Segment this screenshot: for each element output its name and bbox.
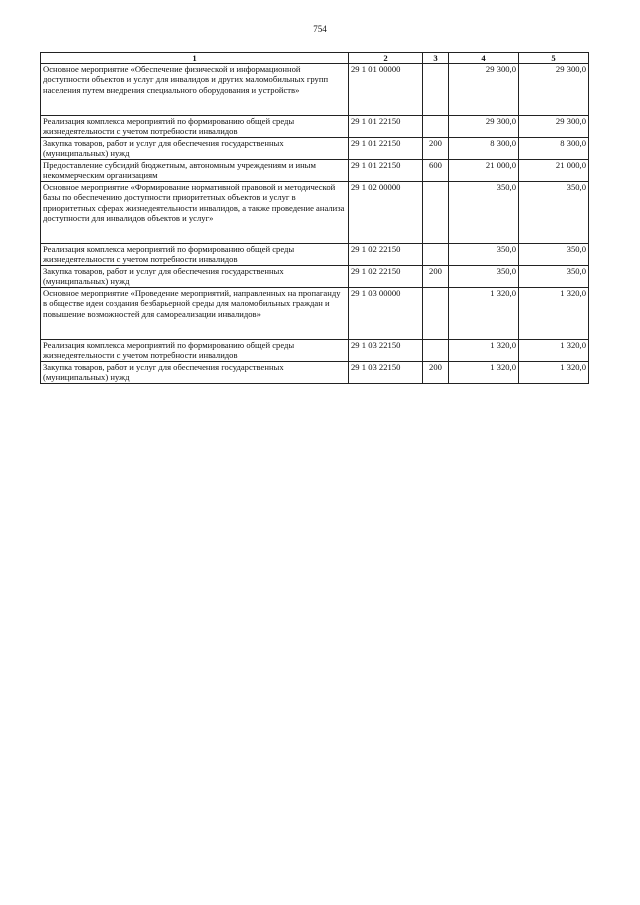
- page-number: 754: [313, 24, 327, 34]
- row-code-cell: 29 1 02 22150: [349, 244, 423, 266]
- row-amount-cell: 1 320,0: [449, 340, 519, 362]
- row-amount-cell: 1 320,0: [519, 340, 589, 362]
- row-expense-type-cell: [423, 116, 449, 138]
- row-name-cell: Реализация комплекса мероприятий по формированию общей среды жизнедеятельности с учетом потребности инвалидов: [41, 244, 349, 266]
- column-header-2: 2: [349, 53, 423, 64]
- budget-table: [40, 52, 589, 384]
- row-expense-type-cell: 200: [423, 362, 449, 384]
- row-amount-cell: 1 320,0: [519, 288, 589, 340]
- table-row: [41, 182, 589, 244]
- row-amount-cell: 8 300,0: [449, 138, 519, 160]
- table-row: [41, 340, 589, 362]
- row-amount-cell: 29 300,0: [519, 64, 589, 116]
- row-name-cell: Основное мероприятие «Проведение мероприятий, направленных на пропаганду в обществе идеи создания безбарьерной среды для маломобильных граждан и повышение возможностей для самореализации инвалидов»: [41, 288, 349, 340]
- row-amount-cell: 29 300,0: [449, 64, 519, 116]
- row-expense-type-cell: 200: [423, 138, 449, 160]
- row-expense-type-cell: [423, 64, 449, 116]
- row-amount-cell: 29 300,0: [519, 116, 589, 138]
- table-row: [41, 244, 589, 266]
- row-amount-cell: 29 300,0: [449, 116, 519, 138]
- table-row: [41, 266, 589, 288]
- table-row: [41, 362, 589, 384]
- row-amount-cell: 350,0: [519, 266, 589, 288]
- row-code-cell: 29 1 01 22150: [349, 138, 423, 160]
- table-header-row: [41, 53, 589, 64]
- column-header-4: 4: [449, 53, 519, 64]
- row-amount-cell: 350,0: [449, 182, 519, 244]
- row-name-cell: Основное мероприятие «Обеспечение физической и информационной доступности объектов и услуг для инвалидов и других маломобильных групп населения путем внедрения специального оборудования и устройств»: [41, 64, 349, 116]
- row-code-cell: 29 1 01 00000: [349, 64, 423, 116]
- row-name-cell: Закупка товаров, работ и услуг для обеспечения государственных (муниципальных) нужд: [41, 362, 349, 384]
- row-amount-cell: 1 320,0: [449, 288, 519, 340]
- table-row: [41, 288, 589, 340]
- row-name-cell: Реализация комплекса мероприятий по формированию общей среды жизнедеятельности с учетом потребности инвалидов: [41, 340, 349, 362]
- row-expense-type-cell: 200: [423, 266, 449, 288]
- row-expense-type-cell: [423, 244, 449, 266]
- row-code-cell: 29 1 03 00000: [349, 288, 423, 340]
- table-row: [41, 116, 589, 138]
- row-code-cell: 29 1 01 22150: [349, 160, 423, 182]
- row-name-cell: Закупка товаров, работ и услуг для обеспечения государственных (муниципальных) нужд: [41, 266, 349, 288]
- row-amount-cell: 350,0: [519, 244, 589, 266]
- row-name-cell: Закупка товаров, работ и услуг для обеспечения государственных (муниципальных) нужд: [41, 138, 349, 160]
- column-header-3: 3: [423, 53, 449, 64]
- row-amount-cell: 350,0: [449, 266, 519, 288]
- row-name-cell: Предоставление субсидий бюджетным, автономным учреждениям и иным некоммерческим организациям: [41, 160, 349, 182]
- column-header-1: 1: [41, 53, 349, 64]
- row-amount-cell: 350,0: [449, 244, 519, 266]
- row-name-cell: Реализация комплекса мероприятий по формированию общей среды жизнедеятельности с учетом потребности инвалидов: [41, 116, 349, 138]
- row-amount-cell: 1 320,0: [519, 362, 589, 384]
- row-code-cell: 29 1 02 00000: [349, 182, 423, 244]
- row-amount-cell: 350,0: [519, 182, 589, 244]
- row-expense-type-cell: [423, 340, 449, 362]
- table-row: [41, 160, 589, 182]
- column-header-5: 5: [519, 53, 589, 64]
- row-amount-cell: 1 320,0: [449, 362, 519, 384]
- row-code-cell: 29 1 03 22150: [349, 362, 423, 384]
- row-expense-type-cell: 600: [423, 160, 449, 182]
- row-amount-cell: 8 300,0: [519, 138, 589, 160]
- row-code-cell: 29 1 02 22150: [349, 266, 423, 288]
- row-code-cell: 29 1 01 22150: [349, 116, 423, 138]
- row-expense-type-cell: [423, 288, 449, 340]
- table-row: [41, 138, 589, 160]
- row-expense-type-cell: [423, 182, 449, 244]
- row-amount-cell: 21 000,0: [519, 160, 589, 182]
- row-code-cell: 29 1 03 22150: [349, 340, 423, 362]
- row-name-cell: Основное мероприятие «Формирование нормативной правовой и методической базы по обеспечению доступности приоритетных объектов и услуг в приоритетных сферах жизнедеятельности инвалидов, а также проведение анализа доступности для инвалидов объектов и услуг»: [41, 182, 349, 244]
- table-row: [41, 64, 589, 116]
- row-amount-cell: 21 000,0: [449, 160, 519, 182]
